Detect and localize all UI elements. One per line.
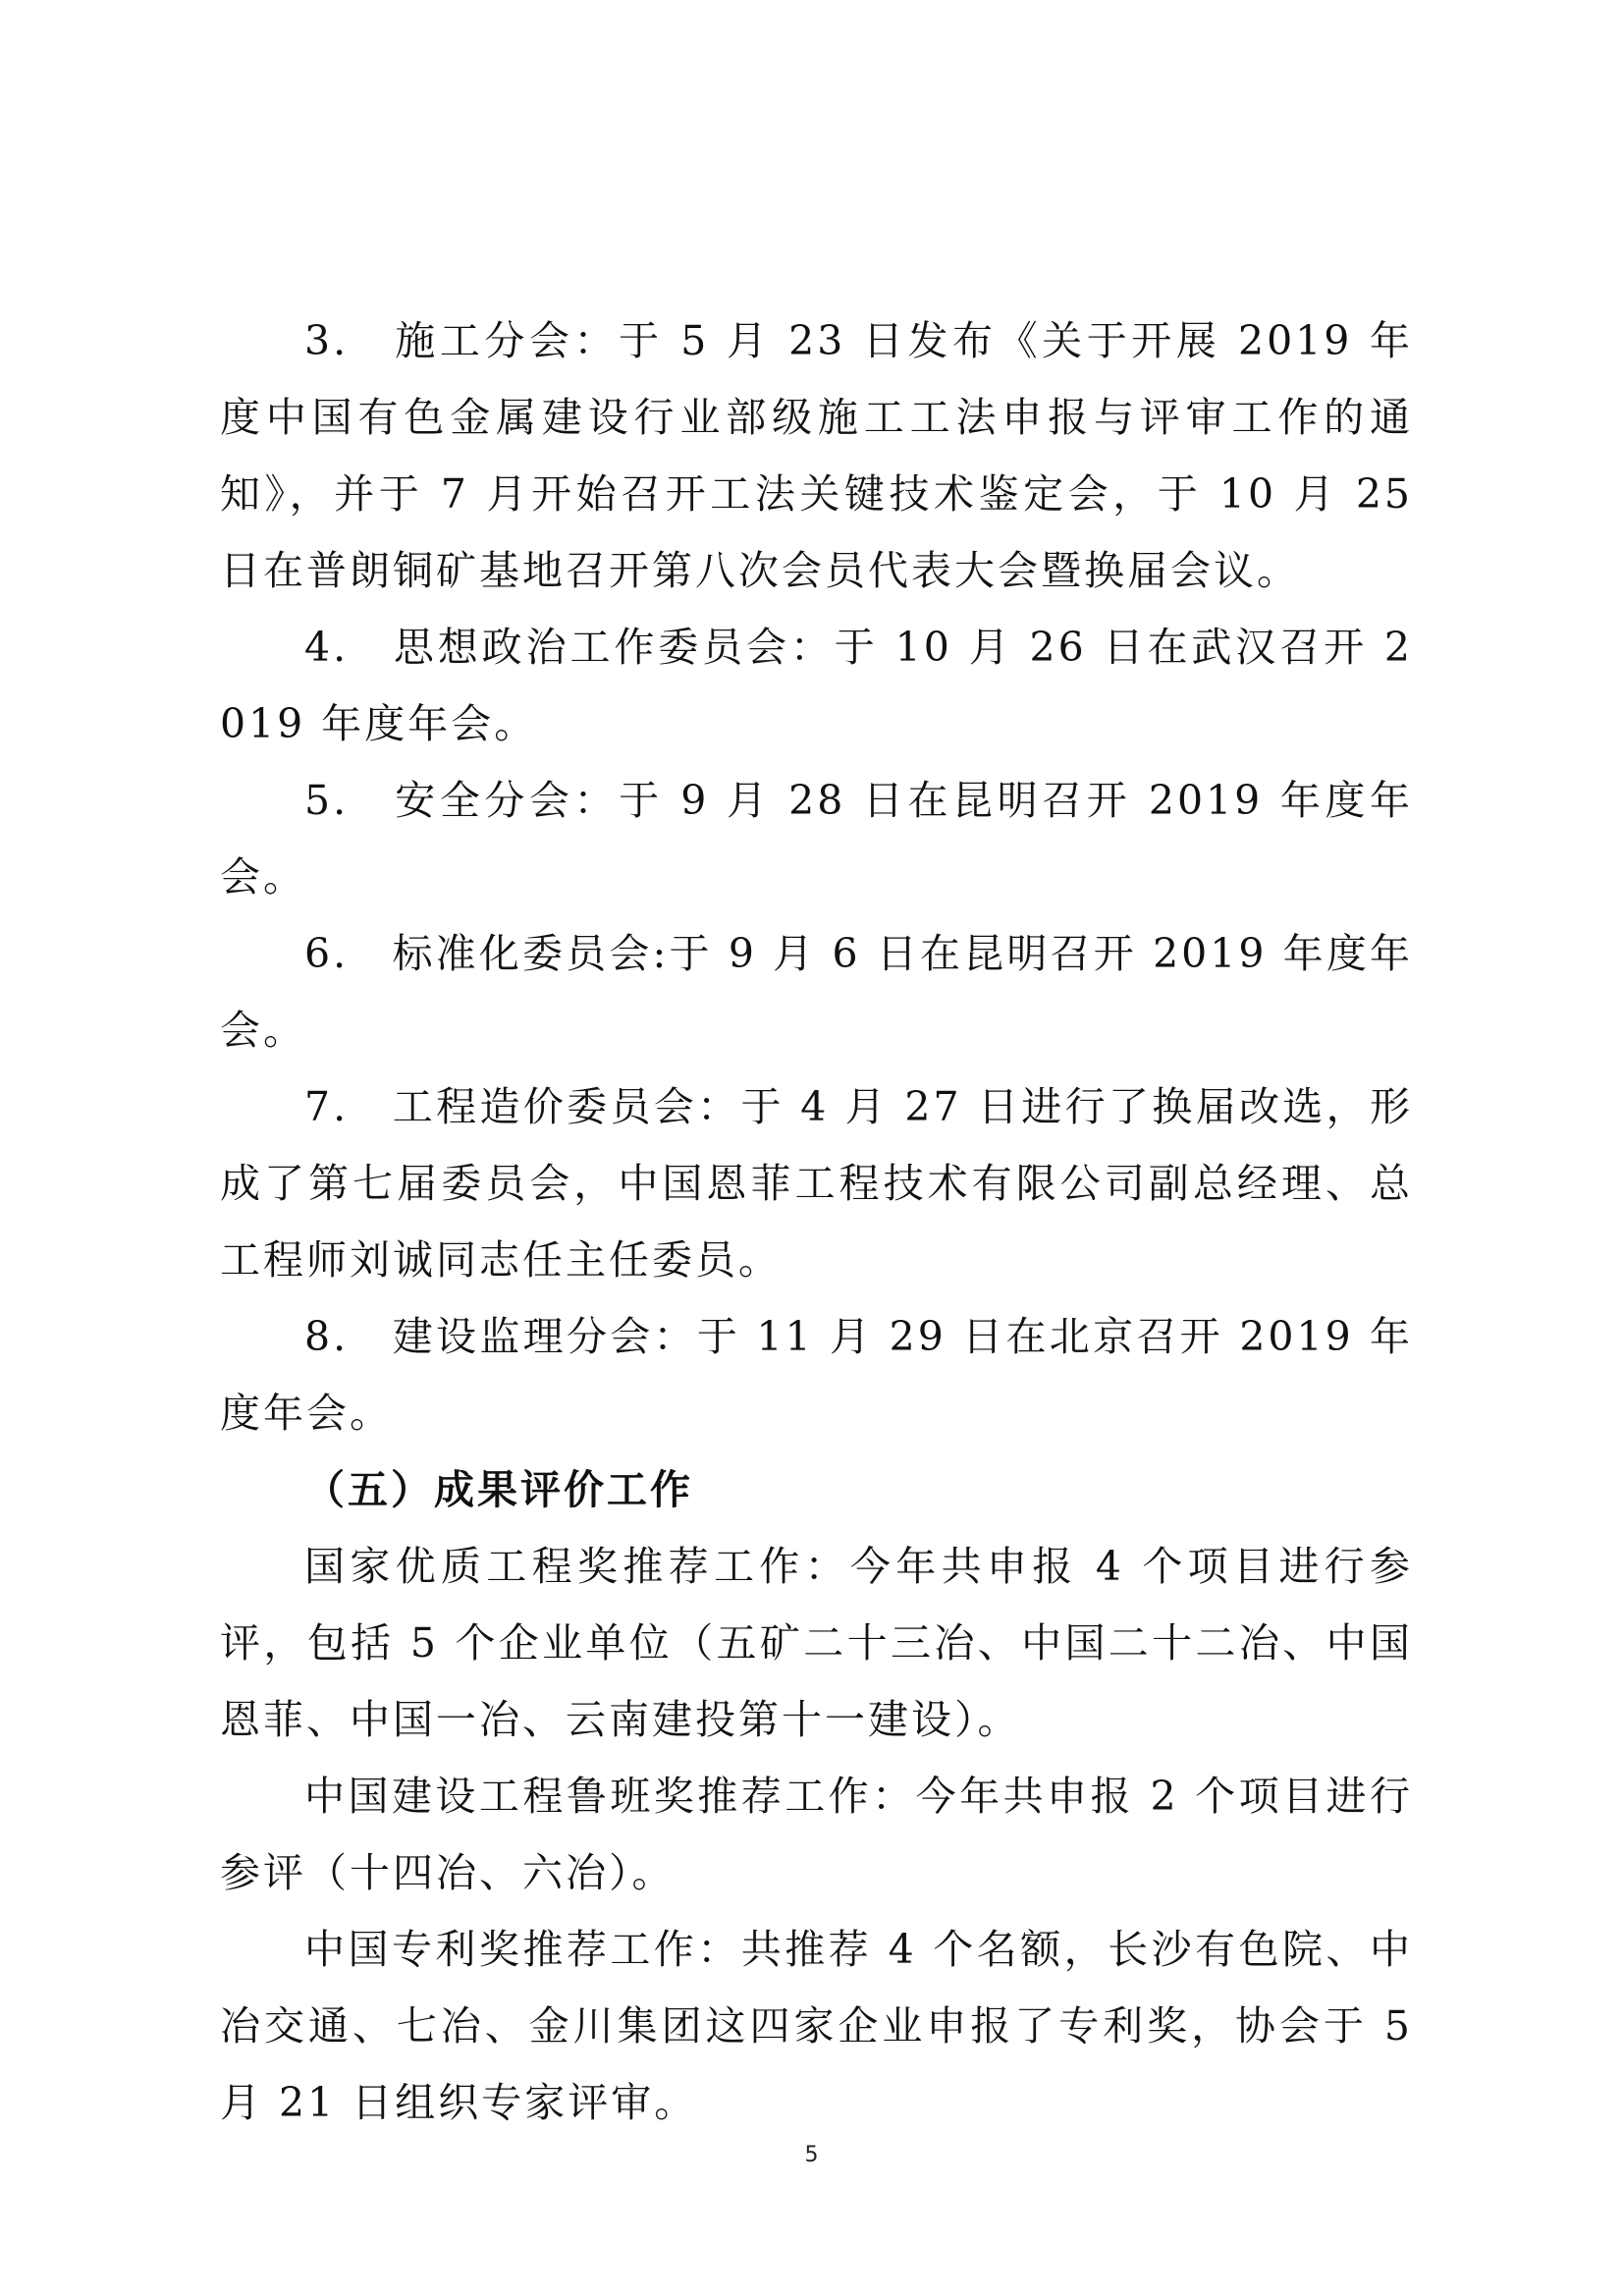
paragraph-item-6: 6. 标准化委员会:于 9 月 6 日在昆明召开 2019 年度年会。	[220, 930, 1413, 1054]
paragraph-item-8: 8. 建设监理分会：于 11 月 29 日在北京召开 2019 年度年会。	[220, 1313, 1413, 1437]
paragraph-item-7: 7. 工程造价委员会：于 4 月 27 日进行了换届改选，形成了第七届委员会，中国恩菲工程技术有限公司副总经理、总工程师刘诚同志任主任委员。	[220, 1083, 1413, 1284]
paragraph-national-quality-award: 国家优质工程奖推荐工作：今年共申报 4 个项目进行参评，包括 5 个企业单位（五矿二十三冶、中国二十二冶、中国恩菲、中国一冶、云南建投第十一建设）。	[220, 1543, 1413, 1743]
page-number: 5	[804, 2143, 819, 2167]
paragraph-item-4: 4. 思想政治工作委员会：于 10 月 26 日在武汉召开 2019 年度年会。	[220, 624, 1413, 747]
paragraph-luban-award: 中国建设工程鲁班奖推荐工作：今年共申报 2 个项目进行参评（十四冶、六冶）。	[220, 1773, 1413, 1896]
paragraph-patent-award: 中国专利奖推荐工作：共推荐 4 个名额，长沙有色院、中冶交通、七冶、金川集团这四家企业申报了专利奖，协会于 5 月 21 日组织专家评审。	[220, 1926, 1413, 2126]
paragraph-item-3: 3. 施工分会：于 5 月 23 日发布《关于开展 2019 年度中国有色金属建设行业部级施工工法申报与评审工作的通知》，并于 7 月开始召开工法关键技术鉴定会，于 10 月 25 日在普朗铜矿基地召开第八次会员代表大会暨换届会议。	[220, 317, 1413, 594]
document-body	[220, 302, 1413, 2141]
section-heading: （五）成果评价工作	[304, 1466, 693, 1513]
paragraph-item-5: 5. 安全分会：于 9 月 28 日在昆明召开 2019 年度年会。	[220, 777, 1413, 901]
